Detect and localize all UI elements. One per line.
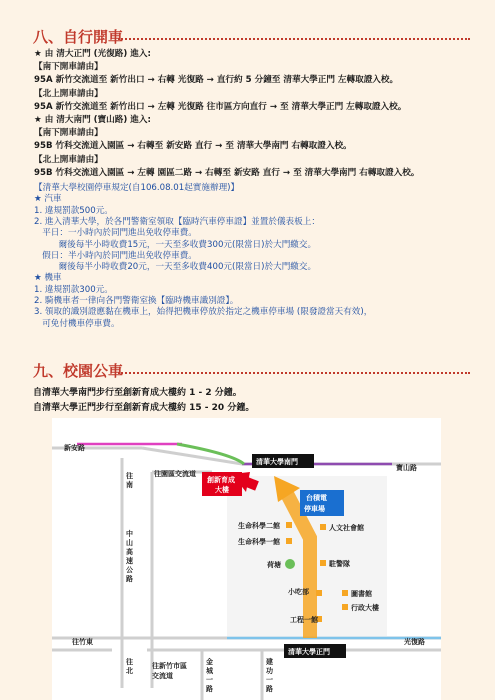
svg-text:金: 金 bbox=[206, 658, 213, 666]
parking-rule-line: 1. 違規罰款500元。 bbox=[34, 205, 113, 216]
life-sci-2-marker bbox=[286, 522, 292, 528]
parking-rule-line: ★ 汽車 bbox=[34, 194, 62, 205]
svg-text:功: 功 bbox=[266, 667, 273, 675]
svg-text:公: 公 bbox=[126, 566, 133, 574]
parking-rule-line: 爾後每半小時收費20元，一天至多收費400元(限當日)於大門繳交。 bbox=[34, 262, 317, 273]
library-label: 圖書館 bbox=[351, 590, 372, 598]
south-gate-walk-time: 自清華大學南門步行至創新育成大樓約 1 - 2 分鐘。 bbox=[33, 388, 242, 398]
lotus-pond-label: 荷塘 bbox=[267, 561, 281, 569]
svg-text:往: 往 bbox=[126, 472, 133, 480]
main-gate-walk-time: 自清華大學正門步行至創新育成大樓約 15 - 20 分鐘。 bbox=[33, 403, 255, 413]
to-north-label bbox=[125, 657, 133, 675]
driving-direction-line: 【北上開車請由】 bbox=[34, 154, 103, 165]
security-label: 駐警隊 bbox=[329, 560, 350, 568]
driving-direction-line: 95A 新竹交流道至 新竹出口 → 右轉 光復路 → 直行約 5 分鐘至 清華大學正門 左轉取證入校。 bbox=[34, 75, 399, 86]
parking-rule-line: 2. 騎機車者一律向各門警衛室換【臨時機車識別證】。 bbox=[34, 296, 239, 306]
svg-text:停車場: 停車場 bbox=[304, 505, 325, 513]
svg-text:高: 高 bbox=[126, 548, 133, 556]
security-marker bbox=[320, 560, 326, 566]
incubator-label: 創新育成 bbox=[207, 476, 235, 484]
svg-text:大樓: 大樓 bbox=[215, 486, 229, 494]
driving-direction-line: 【南下開車請由】 bbox=[34, 62, 103, 73]
humanities-marker bbox=[320, 524, 326, 530]
driving-direction-line: ★ 由 清大南門 (寶山路) 進入: bbox=[34, 115, 151, 125]
jiangong-road-label bbox=[265, 657, 273, 693]
svg-text:中: 中 bbox=[126, 530, 133, 538]
life-sci-2-label: 生命科學二館 bbox=[238, 522, 280, 530]
jincheng-road-label bbox=[206, 657, 214, 693]
humanities-label: 人文社會館 bbox=[329, 524, 364, 532]
section-9-divider bbox=[118, 372, 470, 374]
parking-rule-line: 假日：半小時內於同門進出免收停車費。 bbox=[34, 250, 197, 261]
driving-direction-line: 95A 新竹交流道至 新竹出口 → 左轉 光復路 往市區方向直行 → 至 清華大學正門 左轉取證入校。 bbox=[34, 101, 407, 112]
driving-direction-line: 95B 竹科交流道入園區 → 右轉至 新安路 直行 → 至 清華大學南門 右轉取證入校。 bbox=[34, 141, 352, 152]
guangfu-road-label: 光復路 bbox=[404, 638, 425, 646]
campus-map bbox=[52, 418, 441, 700]
small-eats-marker bbox=[316, 590, 322, 596]
svg-text:速: 速 bbox=[126, 557, 133, 565]
main-gate-label: 清華大學正門 bbox=[288, 648, 330, 656]
south-gate-label: 清華大學南門 bbox=[256, 458, 298, 466]
zhongshan-highway-label bbox=[125, 529, 134, 583]
section-8-title: 八、自行開車 bbox=[33, 28, 124, 46]
admin-label: 行政大樓 bbox=[351, 604, 379, 612]
admin-marker bbox=[342, 604, 348, 610]
driving-direction-line: ★ 由 清大正門 (光復路) 進入: bbox=[34, 49, 151, 59]
to-south-label bbox=[125, 471, 133, 489]
library-marker bbox=[342, 590, 348, 596]
small-eats-label: 小吃部 bbox=[288, 588, 309, 596]
svg-text:建: 建 bbox=[266, 658, 273, 666]
svg-text:城: 城 bbox=[206, 667, 213, 675]
engineering-label: 工程一館 bbox=[290, 616, 318, 624]
svg-text:路: 路 bbox=[206, 685, 213, 693]
parking-rule-line: ★ 機車 bbox=[34, 273, 62, 284]
svg-text:山: 山 bbox=[126, 539, 133, 547]
svg-text:北: 北 bbox=[126, 667, 133, 675]
to-zhudong-label: 往竹東 bbox=[72, 638, 93, 646]
parking-rule-line: 【清華大學校園停車規定(自106.08.01起實施辦理)】 bbox=[34, 183, 240, 193]
lotus-pond-marker bbox=[285, 559, 295, 569]
baoshan-road-label: 寶山路 bbox=[396, 464, 417, 472]
svg-text:往: 往 bbox=[126, 658, 133, 666]
life-sci-1-marker bbox=[286, 538, 292, 544]
life-sci-1-label: 生命科學一館 bbox=[238, 538, 280, 546]
xinan-road-label: 新安路 bbox=[64, 444, 85, 452]
parking-label: 台積電 bbox=[306, 494, 327, 502]
driving-direction-line: 【北上開車請由】 bbox=[34, 88, 103, 99]
parking-rule-line: 2. 進入清華大學，於各門警衛室領取【臨時汽車停車證】並置於儀表板上： bbox=[34, 216, 320, 227]
svg-text:交流道: 交流道 bbox=[152, 672, 173, 680]
parking-rule-line: 1. 違規罰款300元。 bbox=[34, 284, 113, 295]
parking-rule-line: 可免付機車停車費。 bbox=[34, 318, 120, 329]
svg-text:一: 一 bbox=[266, 676, 273, 684]
driving-direction-line: 95B 竹科交流道入園區 → 左轉 園區二路 → 右轉至 新安路 直行 → 至 清華大學南門 右轉取證入校。 bbox=[34, 167, 420, 178]
parking-rule-line: 爾後每半小時收費15元，一天至多收費300元(限當日)於大門繳交。 bbox=[34, 239, 317, 250]
svg-text:路: 路 bbox=[126, 575, 133, 583]
section-9-title: 九、校園公車 bbox=[33, 362, 124, 380]
svg-text:南: 南 bbox=[126, 481, 133, 489]
parking-rule-line: 平日：一小時內於同門進出免收停車費。 bbox=[34, 228, 197, 239]
section-8-divider bbox=[118, 38, 470, 40]
svg-text:路: 路 bbox=[266, 685, 273, 693]
to-park-interchange-label: 往園區交流道 bbox=[154, 470, 196, 478]
to-city-interchange-label: 往新竹市區 bbox=[152, 662, 187, 670]
parking-rule-line: 3. 領取的識別證應黏在機車上，始得把機車停放於指定之機車停車場 (限發證當天有效)， bbox=[34, 307, 373, 318]
svg-text:一: 一 bbox=[206, 676, 213, 684]
driving-direction-line: 【南下開車請由】 bbox=[34, 128, 103, 139]
